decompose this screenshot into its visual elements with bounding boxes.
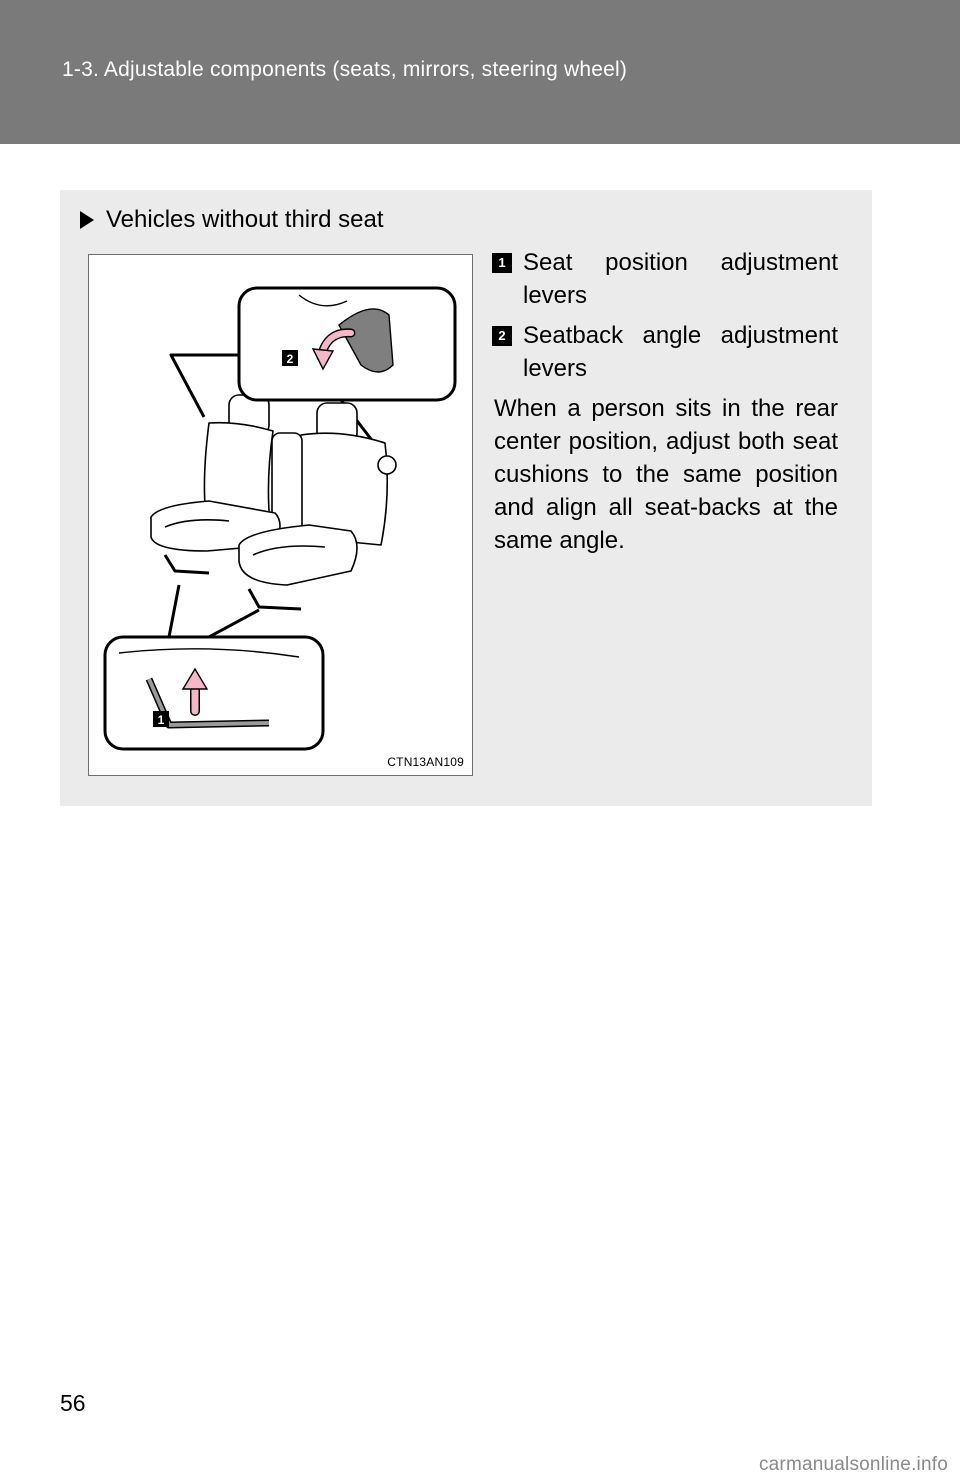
section-heading-text: Vehicles without third seat <box>106 206 384 233</box>
legend-text-1: Seat position adjustment levers <box>523 249 838 309</box>
legend-item-1 <box>492 246 838 312</box>
page-number: 56 <box>60 1390 86 1416</box>
legend-badge-2: 2 <box>492 326 512 346</box>
slide-rail-right <box>249 589 301 609</box>
top-callout-number: 2 <box>286 352 294 366</box>
cushion-right <box>239 525 357 585</box>
seat-illustration <box>88 254 473 776</box>
bottom-callout-pointer <box>169 585 259 637</box>
bottom-callout <box>105 637 323 749</box>
bottom-callout-number: 1 <box>157 713 165 727</box>
figure-code: CTN13AN109 <box>387 755 464 769</box>
legend-item-2 <box>492 319 838 385</box>
seat-drawing <box>89 255 474 777</box>
rear-seat <box>151 395 396 609</box>
triangle-bullet-icon <box>80 211 94 229</box>
recline-knob <box>378 456 396 474</box>
watermark: carmanualsonline.info <box>758 1454 948 1475</box>
legend-text-2: Seatback angle adjustment levers <box>523 322 838 382</box>
header-title: 1-3. Adjustable components (seats, mirrors, steering wheel) <box>62 58 628 81</box>
legend-badge-1: 1 <box>492 253 512 273</box>
top-callout <box>239 288 455 400</box>
page-header <box>0 0 960 144</box>
slide-rail-left <box>165 555 209 573</box>
section-heading <box>80 206 384 234</box>
note-paragraph: When a person sits in the rear center position, adjust both seat cushions to the same position and align all seat-backs at the same angle. <box>494 395 838 554</box>
